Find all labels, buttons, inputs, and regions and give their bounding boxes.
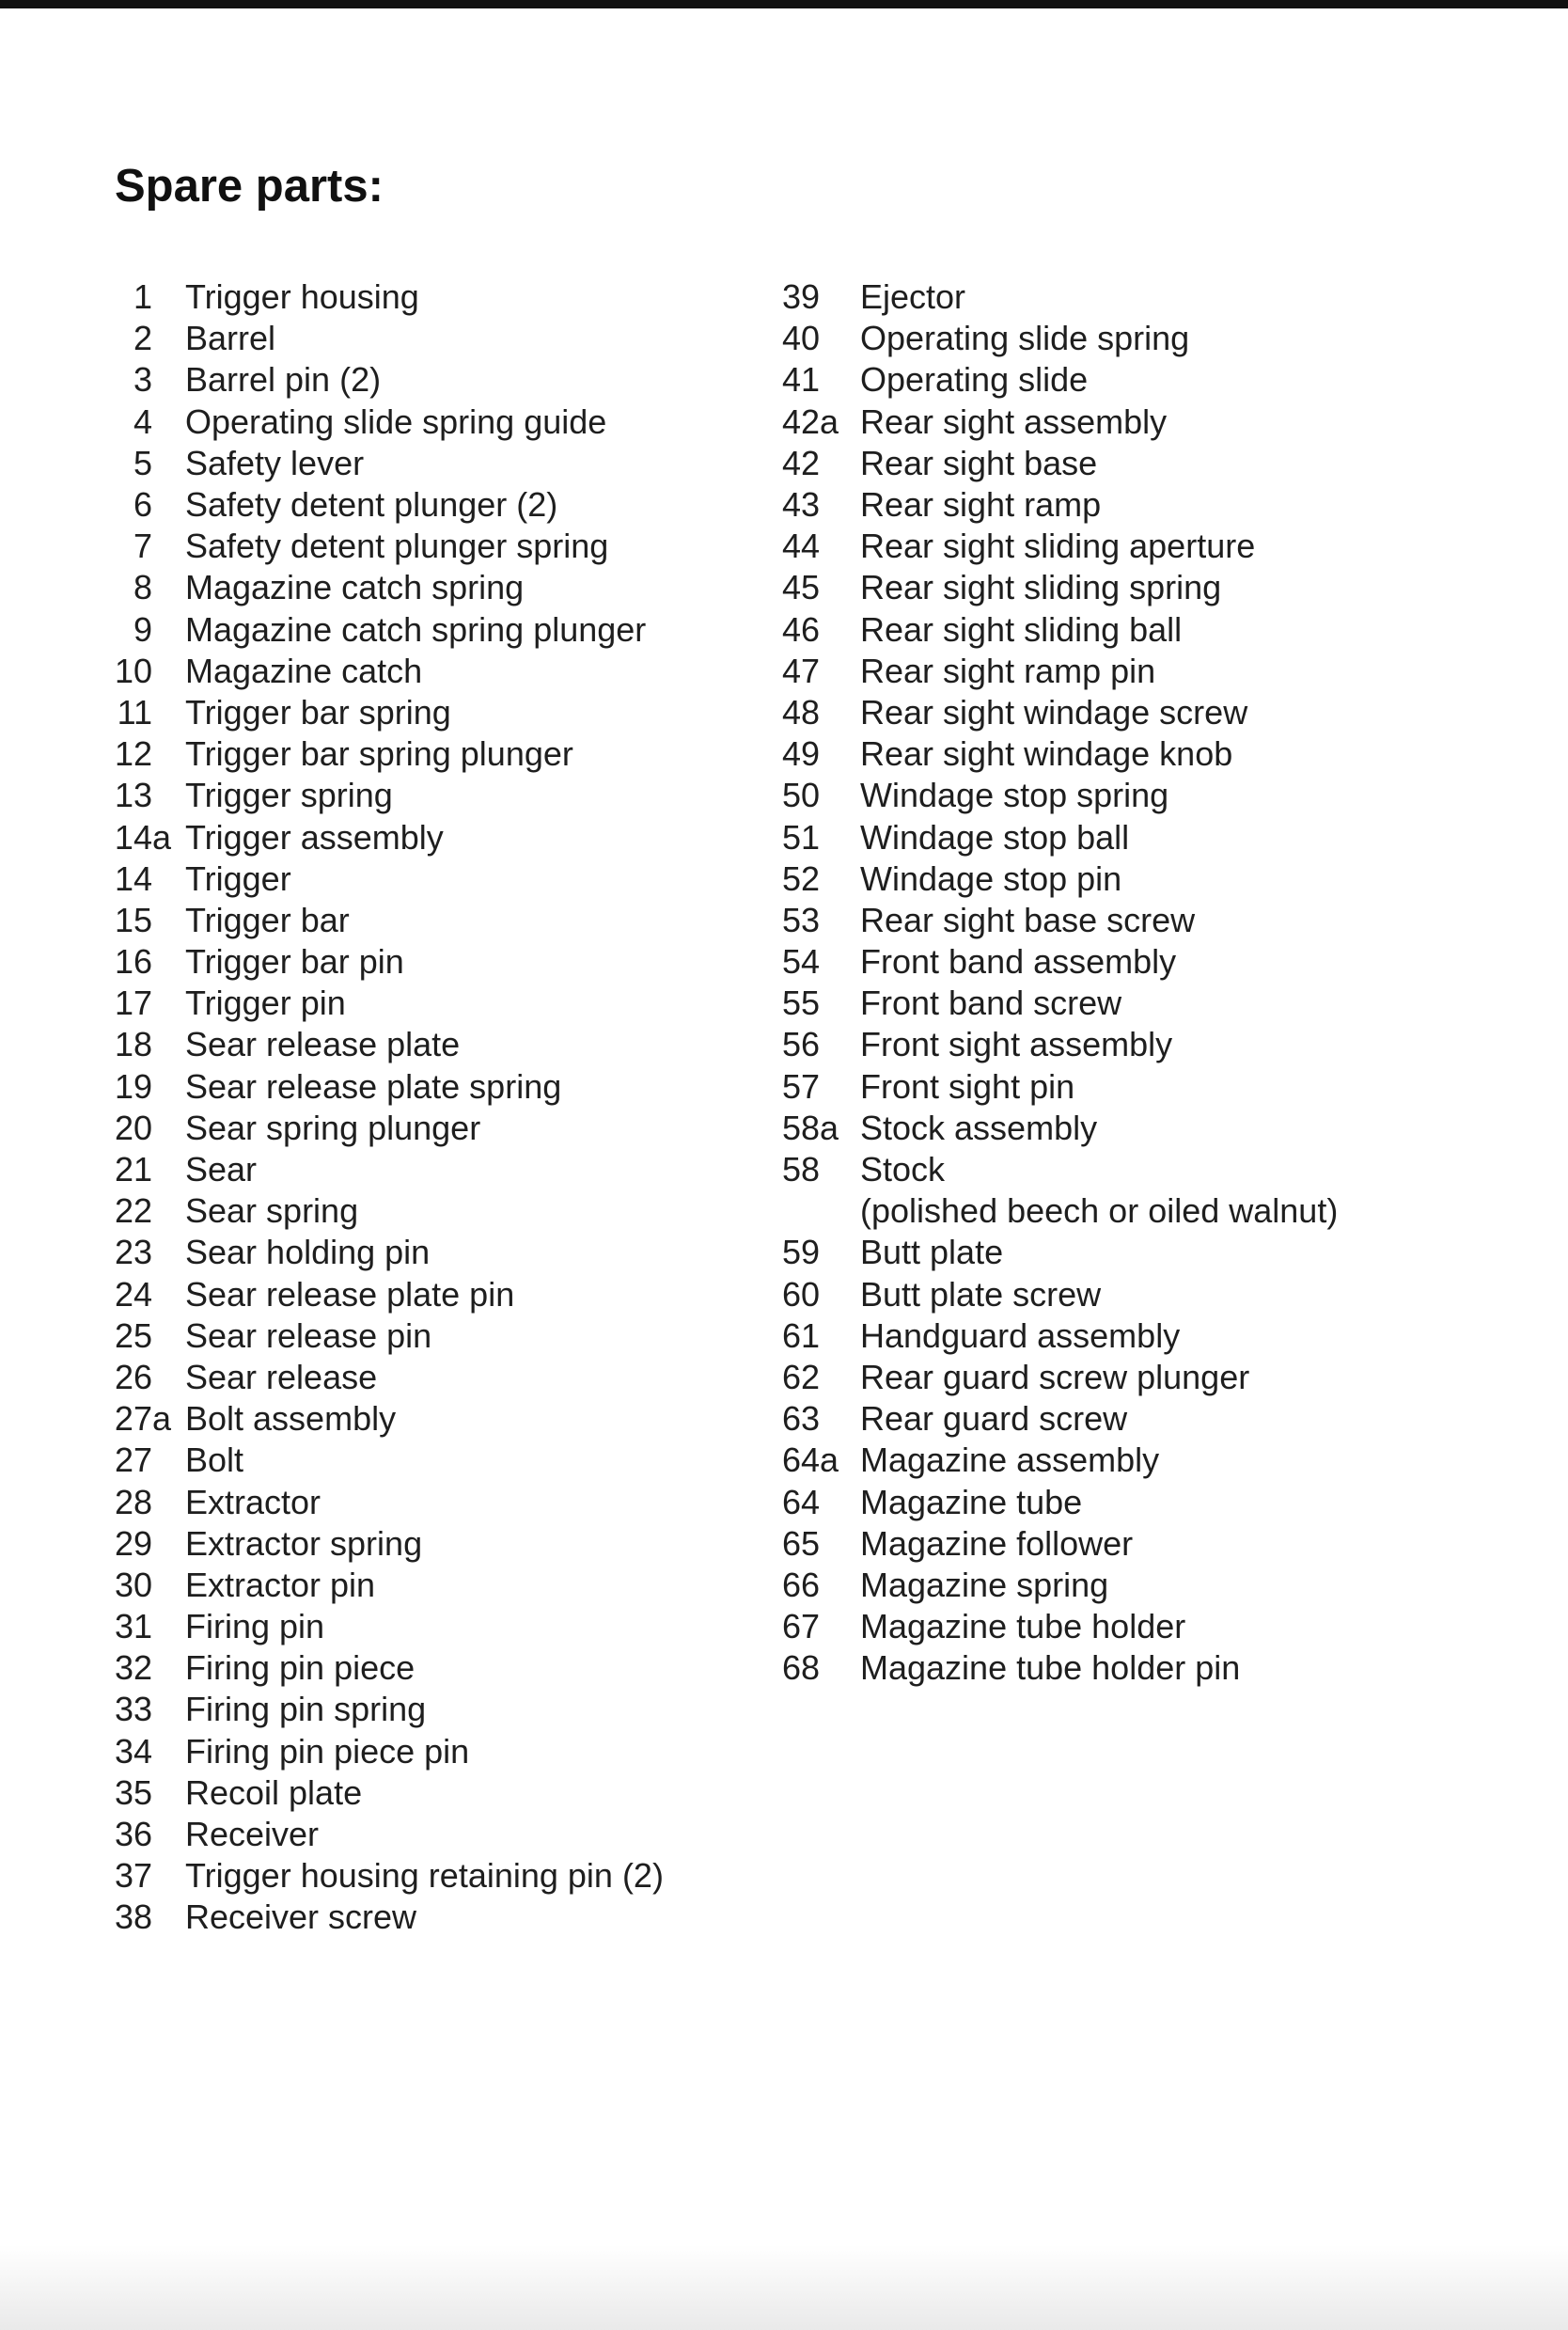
- part-list-item: [782, 526, 1338, 567]
- part-number: 53: [782, 900, 821, 939]
- part-list-item: [111, 1274, 664, 1315]
- part-list-item: [782, 1647, 1338, 1689]
- part-list-item: [111, 1689, 664, 1730]
- part-number: 58: [782, 1150, 821, 1189]
- part-list-item: [111, 1108, 664, 1149]
- part-list-item: [111, 1523, 664, 1565]
- part-label: Trigger bar spring plunger: [185, 734, 573, 774]
- part-label: Bolt: [185, 1441, 244, 1480]
- part-number: 33: [114, 1690, 152, 1729]
- part-label: Windage stop ball: [860, 817, 1130, 857]
- part-number: 36: [114, 1815, 152, 1854]
- part-label: Ejector: [860, 277, 966, 317]
- part-label: Operating slide spring guide: [185, 401, 607, 441]
- part-number: 40: [782, 319, 821, 358]
- part-list-item: [111, 1814, 664, 1855]
- part-number: 10: [114, 651, 152, 690]
- part-number: 45: [782, 568, 821, 607]
- part-number: 35: [114, 1772, 152, 1812]
- part-number: 26: [114, 1357, 152, 1396]
- part-label: Trigger bar: [185, 900, 350, 939]
- part-list-item: [782, 858, 1338, 900]
- part-number: 43: [782, 485, 821, 525]
- part-label: Magazine assembly: [860, 1441, 1160, 1480]
- part-number: 64a: [782, 1441, 839, 1480]
- part-list-item: [782, 1232, 1338, 1273]
- part-list-item: [782, 443, 1338, 484]
- part-number: 24: [114, 1274, 152, 1314]
- part-number: 17: [114, 984, 152, 1023]
- part-number: 9: [133, 609, 152, 649]
- part-number: 68: [782, 1648, 821, 1688]
- page-title: Spare parts:: [115, 161, 384, 212]
- part-list-item: [782, 484, 1338, 526]
- part-list-item: [111, 1190, 664, 1232]
- part-number: 27a: [114, 1399, 171, 1439]
- part-number: 63: [782, 1399, 821, 1439]
- part-label: Sear release plate pin: [185, 1274, 515, 1314]
- part-list-item: [782, 1357, 1338, 1398]
- part-list-item: [782, 1606, 1338, 1647]
- part-label: Receiver: [185, 1815, 320, 1854]
- part-label: Rear sight base screw: [860, 900, 1196, 939]
- part-label: Trigger pin: [185, 984, 346, 1023]
- part-list-item: [111, 1481, 664, 1522]
- part-label: Operating slide: [860, 360, 1089, 400]
- part-list-item: [111, 1232, 664, 1273]
- part-list-item: [782, 651, 1338, 692]
- part-label: Safety detent plunger spring: [185, 527, 609, 566]
- part-list-item: [111, 651, 664, 692]
- part-list-item: [782, 1190, 1338, 1232]
- part-list-item: [782, 401, 1338, 443]
- part-number: 50: [782, 776, 821, 815]
- part-label: Rear sight windage screw: [860, 692, 1248, 732]
- part-number: 20: [114, 1108, 152, 1147]
- part-list-item: [782, 983, 1338, 1024]
- part-label: Barrel pin (2): [185, 360, 382, 400]
- part-number: 59: [782, 1233, 821, 1272]
- part-number: 22: [114, 1191, 152, 1231]
- part-list-item: [782, 609, 1338, 651]
- part-number: 23: [114, 1233, 152, 1272]
- part-label: Trigger assembly: [185, 817, 444, 857]
- part-number: 29: [114, 1523, 152, 1563]
- part-number: 2: [133, 319, 152, 358]
- part-label: Safety lever: [185, 443, 365, 482]
- part-label: Bolt assembly: [185, 1399, 397, 1439]
- part-list-item: [111, 692, 664, 733]
- part-list-item: [111, 401, 664, 443]
- part-list-item: [111, 1357, 664, 1398]
- part-list-item: [782, 276, 1338, 318]
- part-number: 8: [133, 568, 152, 607]
- part-number: 19: [114, 1066, 152, 1106]
- part-label: Rear guard screw: [860, 1399, 1128, 1439]
- part-label: Stock assembly: [860, 1108, 1098, 1147]
- part-list-item: [111, 1315, 664, 1357]
- part-list-item: [111, 1647, 664, 1689]
- part-list-item: [782, 1108, 1338, 1149]
- part-list-item: [782, 1481, 1338, 1522]
- part-list-item: [782, 318, 1338, 359]
- part-number: 31: [114, 1607, 152, 1646]
- part-list-item: [111, 1066, 664, 1108]
- part-label: Magazine spring: [860, 1565, 1109, 1604]
- part-label: Magazine tube: [860, 1482, 1083, 1521]
- part-number: 7: [133, 527, 152, 566]
- part-label: Sear release: [185, 1357, 378, 1396]
- part-list-item: [782, 1315, 1338, 1357]
- part-list-item: [782, 1066, 1338, 1108]
- part-label: Barrel: [185, 319, 276, 358]
- part-number: 16: [114, 942, 152, 982]
- part-label: Front band screw: [860, 984, 1122, 1023]
- part-number: 21: [114, 1150, 152, 1189]
- part-list-item: [111, 1897, 664, 1938]
- part-number: 27: [114, 1441, 152, 1480]
- part-list-item: [111, 775, 664, 816]
- part-label: Magazine tube holder: [860, 1607, 1186, 1646]
- part-number: 64: [782, 1482, 821, 1521]
- part-number: 13: [114, 776, 152, 815]
- part-list-item: [111, 1565, 664, 1606]
- part-list-item: [111, 941, 664, 983]
- part-label: Magazine catch spring plunger: [185, 609, 647, 649]
- part-list-item: [111, 1772, 664, 1814]
- part-label: Rear sight sliding ball: [860, 609, 1183, 649]
- part-number: 25: [114, 1315, 152, 1355]
- part-number: 42a: [782, 401, 839, 441]
- part-list-item: [111, 318, 664, 359]
- parts-list-left: [111, 276, 664, 1939]
- part-label: Trigger spring: [185, 776, 393, 815]
- part-label: Windage stop pin: [860, 858, 1122, 898]
- part-label: Rear sight sliding aperture: [860, 527, 1256, 566]
- part-list-item: [111, 900, 664, 941]
- part-number: 1: [133, 277, 152, 317]
- part-number: 52: [782, 858, 821, 898]
- part-label: Safety detent plunger (2): [185, 485, 558, 525]
- part-label: Trigger: [185, 858, 291, 898]
- part-label: Magazine tube holder pin: [860, 1648, 1241, 1688]
- part-label: Firing pin: [185, 1607, 325, 1646]
- part-label: Trigger bar pin: [185, 942, 404, 982]
- part-number: 42: [782, 443, 821, 482]
- part-label: Magazine catch spring: [185, 568, 525, 607]
- part-label: Magazine follower: [860, 1523, 1134, 1563]
- part-list-item: [111, 1731, 664, 1772]
- part-number: 62: [782, 1357, 821, 1396]
- part-label: Extractor spring: [185, 1523, 423, 1563]
- part-list-item: [782, 1523, 1338, 1565]
- page-bottom-shade: [0, 2245, 1568, 2330]
- part-label: Extractor pin: [185, 1565, 376, 1604]
- part-list-item: [111, 1855, 664, 1897]
- part-list-item: [782, 1149, 1338, 1190]
- part-label: Trigger bar spring: [185, 692, 451, 732]
- part-number: 67: [782, 1607, 821, 1646]
- part-label: Rear sight sliding spring: [860, 568, 1222, 607]
- part-number: 18: [114, 1025, 152, 1064]
- part-number: 46: [782, 609, 821, 649]
- part-label: Extractor: [185, 1482, 321, 1521]
- part-list-item: [111, 609, 664, 651]
- part-label: Firing pin piece: [185, 1648, 416, 1688]
- part-label: Receiver screw: [185, 1897, 417, 1937]
- part-list-item: [111, 1024, 664, 1065]
- part-list-item: [111, 359, 664, 401]
- part-label: Stock: [860, 1150, 946, 1189]
- part-number: 51: [782, 817, 821, 857]
- part-label: Rear sight base: [860, 443, 1098, 482]
- part-number: 11: [117, 692, 152, 732]
- part-list-item: [111, 858, 664, 900]
- part-label: Rear guard screw plunger: [860, 1357, 1250, 1396]
- part-list-item: [111, 816, 664, 858]
- part-list-item: [111, 733, 664, 775]
- part-number: 12: [114, 734, 152, 774]
- part-list-item: [782, 733, 1338, 775]
- part-number: 55: [782, 984, 821, 1023]
- part-number: 41: [782, 360, 821, 400]
- part-number: 47: [782, 651, 821, 690]
- part-list-item: [111, 567, 664, 608]
- parts-list-right: [782, 276, 1338, 1689]
- part-list-item: [782, 816, 1338, 858]
- part-number: 54: [782, 942, 821, 982]
- part-number: 66: [782, 1565, 821, 1604]
- part-list-item: [782, 1274, 1338, 1315]
- part-list-item: [111, 983, 664, 1024]
- part-number: 58a: [782, 1108, 839, 1147]
- part-list-item: [111, 443, 664, 484]
- part-number: 56: [782, 1025, 821, 1064]
- part-number: 34: [114, 1731, 152, 1771]
- part-label: Front sight pin: [860, 1066, 1075, 1106]
- part-label: Rear sight ramp: [860, 485, 1102, 525]
- part-list-item: [782, 1024, 1338, 1065]
- part-label: Front sight assembly: [860, 1025, 1173, 1064]
- part-number: 48: [782, 692, 821, 732]
- part-list-item: [782, 359, 1338, 401]
- page-top-edge: [0, 0, 1568, 8]
- part-number: 14a: [114, 817, 171, 857]
- part-label: Sear: [185, 1150, 258, 1189]
- part-label: Sear release plate: [185, 1025, 461, 1064]
- part-number: 32: [114, 1648, 152, 1688]
- part-number: 5: [133, 443, 152, 482]
- part-label: Sear holding pin: [185, 1233, 431, 1272]
- part-label: Sear release plate spring: [185, 1066, 562, 1106]
- part-label: Sear spring: [185, 1191, 359, 1231]
- part-label: Sear release pin: [185, 1315, 432, 1355]
- part-label: (polished beech or oiled walnut): [860, 1191, 1339, 1231]
- part-list-item: [782, 1398, 1338, 1440]
- part-number: 4: [133, 401, 152, 441]
- part-list-item: [782, 775, 1338, 816]
- part-list-item: [111, 1440, 664, 1481]
- part-number: 57: [782, 1066, 821, 1106]
- part-number: 65: [782, 1523, 821, 1563]
- part-list-item: [111, 1606, 664, 1647]
- part-number: 28: [114, 1482, 152, 1521]
- part-list-item: [111, 484, 664, 526]
- part-label: Recoil plate: [185, 1772, 363, 1812]
- part-label: Trigger housing retaining pin (2): [185, 1856, 664, 1896]
- part-number: 61: [782, 1315, 821, 1355]
- part-number: 38: [114, 1897, 152, 1937]
- part-list-item: [111, 276, 664, 318]
- part-list-item: [782, 567, 1338, 608]
- part-number: 37: [114, 1856, 152, 1896]
- part-list-item: [782, 1440, 1338, 1481]
- part-list-item: [782, 941, 1338, 983]
- part-number: 15: [114, 900, 152, 939]
- part-number: 44: [782, 527, 821, 566]
- part-list-item: [782, 1565, 1338, 1606]
- part-label: Rear sight assembly: [860, 401, 1168, 441]
- part-list-item: [111, 1398, 664, 1440]
- part-number: 6: [133, 485, 152, 525]
- part-list-item: [111, 1149, 664, 1190]
- part-label: Rear sight windage knob: [860, 734, 1233, 774]
- part-list-item: [111, 526, 664, 567]
- part-label: Butt plate: [860, 1233, 1004, 1272]
- part-label: Firing pin piece pin: [185, 1731, 470, 1771]
- part-number: 60: [782, 1274, 821, 1314]
- part-label: Rear sight ramp pin: [860, 651, 1156, 690]
- part-label: Magazine catch: [185, 651, 423, 690]
- part-label: Trigger housing: [185, 277, 419, 317]
- part-label: Firing pin spring: [185, 1690, 427, 1729]
- part-list-item: [782, 900, 1338, 941]
- part-label: Front band assembly: [860, 942, 1177, 982]
- part-label: Handguard assembly: [860, 1315, 1181, 1355]
- part-number: 14: [114, 858, 152, 898]
- part-label: Operating slide spring: [860, 319, 1190, 358]
- part-number: 49: [782, 734, 821, 774]
- part-label: Sear spring plunger: [185, 1108, 481, 1147]
- part-number: 3: [133, 360, 152, 400]
- part-label: Windage stop spring: [860, 776, 1169, 815]
- part-number: 30: [114, 1565, 152, 1604]
- part-number: 39: [782, 277, 821, 317]
- part-list-item: [782, 692, 1338, 733]
- part-label: Butt plate screw: [860, 1274, 1102, 1314]
